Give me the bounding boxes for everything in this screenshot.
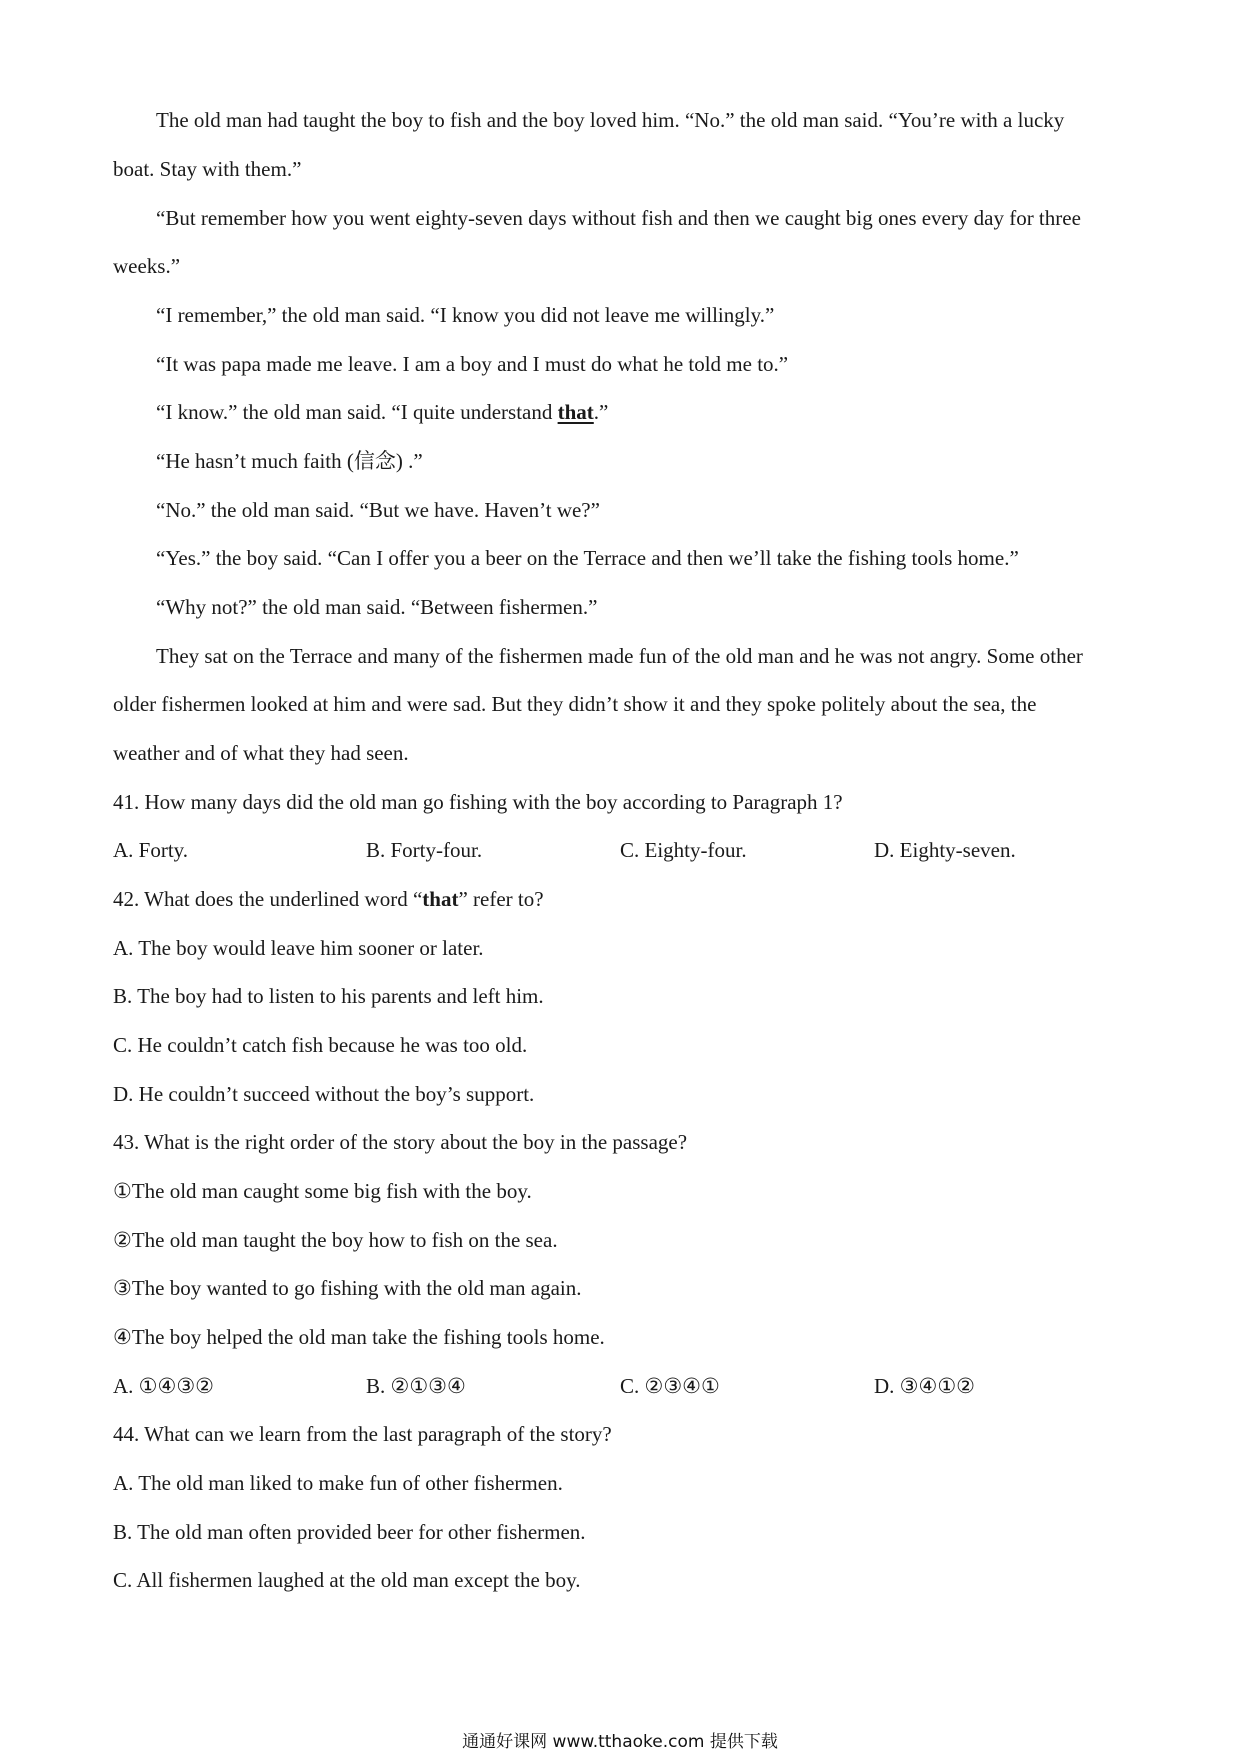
q41-option-a: A. Forty.: [113, 838, 189, 862]
page-footer: 通通好课网 www.tthaoke.com 提供下载: [462, 1732, 778, 1752]
q41-option-c: C. Eighty-four.: [620, 838, 747, 862]
passage-p2-line1: “But remember how you went eighty-seven days without fish and then we caught big ones every day for three: [156, 206, 1081, 230]
q42-stem-word: that: [422, 887, 459, 911]
passage-p6: “He hasn’t much faith (信念) .”: [156, 449, 423, 473]
q41-option-b: B. Forty-four.: [366, 838, 483, 862]
q43-option-b: B. ②①③④: [366, 1374, 466, 1398]
passage-p9: “Why not?” the old man said. “Between fishermen.”: [156, 595, 598, 619]
passage-p10-line3: weather and of what they had seen.: [113, 741, 409, 765]
passage-p10-line2: older fishermen looked at him and were sad. But they didn’t show it and they spoke politely about the sea, the: [113, 692, 1037, 716]
q42-option-b: B. The boy had to listen to his parents and left him.: [113, 984, 544, 1008]
q41-option-d: D. Eighty-seven.: [874, 838, 1016, 862]
question-42-stem: [113, 885, 544, 913]
passage-p7: “No.” the old man said. “But we have. Haven’t we?”: [156, 498, 600, 522]
passage-p5-before: “I know.” the old man said. “I quite understand: [156, 400, 558, 424]
q43-option-c: C. ②③④①: [620, 1374, 720, 1398]
passage-p8: “Yes.” the boy said. “Can I offer you a beer on the Terrace and then we’ll take the fishing tools home.”: [156, 546, 1019, 570]
q42-option-a: A. The boy would leave him sooner or later.: [113, 936, 484, 960]
passage-p10-line1: They sat on the Terrace and many of the fishermen made fun of the old man and he was not angry. Some other: [156, 644, 1083, 668]
passage-p2-line2: weeks.”: [113, 254, 181, 278]
q42-option-d: D. He couldn’t succeed without the boy’s support.: [113, 1082, 535, 1106]
passage-p3: “I remember,” the old man said. “I know you did not leave me willingly.”: [156, 303, 775, 327]
q44-option-a: A. The old man liked to make fun of other fishermen.: [113, 1471, 563, 1495]
q43-event-1: ①The old man caught some big fish with the boy.: [113, 1179, 532, 1203]
q43-event-3: ③The boy wanted to go fishing with the old man again.: [113, 1276, 582, 1300]
q43-event-2: ②The old man taught the boy how to fish on the sea.: [113, 1228, 558, 1252]
passage-p5-after: .”: [593, 400, 609, 424]
q44-option-c: C. All fishermen laughed at the old man except the boy.: [113, 1568, 581, 1592]
question-43-stem: 43. What is the right order of the story about the boy in the passage?: [113, 1130, 688, 1154]
q42-option-c: C. He couldn’t catch fish because he was too old.: [113, 1033, 528, 1057]
underlined-word-that: that: [557, 400, 594, 424]
passage-p1-line1: The old man had taught the boy to fish and the boy loved him. “No.” the old man said. “You’re with a lucky: [156, 108, 1065, 132]
q42-stem-after: ” refer to?: [458, 887, 544, 911]
q42-stem-before: 42. What does the underlined word “: [113, 887, 423, 911]
question-41-stem: 41. How many days did the old man go fishing with the boy according to Paragraph 1?: [113, 790, 843, 814]
passage-p4: “It was papa made me leave. I am a boy and I must do what he told me to.”: [156, 352, 789, 376]
passage-p5: [156, 398, 608, 426]
q43-event-4: ④The boy helped the old man take the fishing tools home.: [113, 1325, 605, 1349]
q43-option-a: A. ①④③②: [113, 1374, 214, 1398]
passage-p1-line2: boat. Stay with them.”: [113, 157, 302, 181]
q44-option-b: B. The old man often provided beer for other fishermen.: [113, 1520, 586, 1544]
q43-option-d: D. ③④①②: [874, 1374, 975, 1398]
question-44-stem: 44. What can we learn from the last paragraph of the story?: [113, 1422, 612, 1446]
